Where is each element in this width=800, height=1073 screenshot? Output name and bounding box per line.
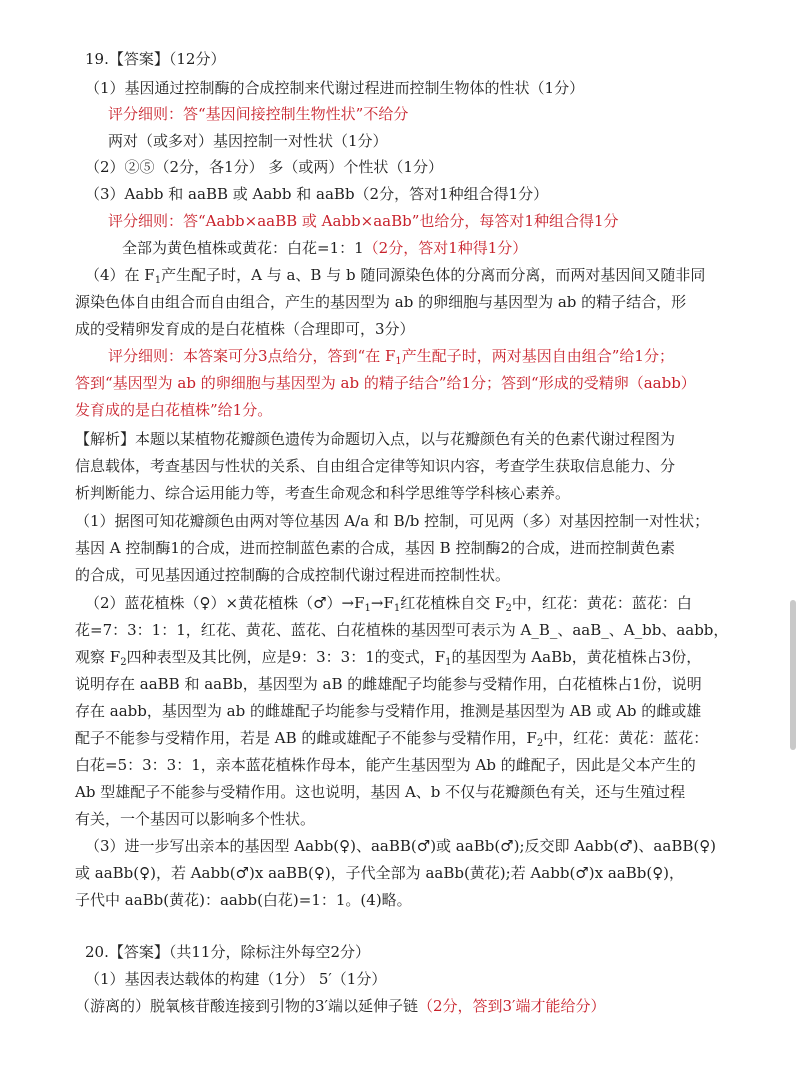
text-segment: （2分，答对1种得1分） <box>363 239 528 257</box>
text-segment: （2）②⑤（2分，各1分） 多（或两）个性状（1分） <box>85 158 443 176</box>
text-line <box>85 48 225 70</box>
text-segment: 存在 aabb，基因型为 ab 的雌雄配子均能参与受精作用，推测是基因型为 AB 或 Ab 的雌或雄 <box>75 702 702 720</box>
text-segment: 中，红花：黄花：蓝花：白 <box>511 594 692 612</box>
subscript: 1 <box>154 275 162 286</box>
text-line <box>108 103 408 125</box>
text-line <box>75 727 708 749</box>
text-line <box>75 455 675 477</box>
text-segment: 观察 F <box>75 648 121 666</box>
text-segment: （游离的）脱氧核苷酸连接到引物的3′端以延伸子链 <box>75 997 418 1015</box>
text-segment: 【解析】本题以某植物花瓣颜色遗传为命题切入点，以与花瓣颜色有关的色素代谢过程图为 <box>75 430 676 448</box>
text-line <box>75 995 605 1017</box>
text-segment: （1）基因通过控制酶的合成控制来代谢过程进而控制生物体的性状（1分） <box>85 79 585 97</box>
text-segment: （2）蓝花植株（♀）×黄花植株（♂）→F <box>85 594 365 612</box>
text-segment: 说明存在 aaBB 和 aaBb，基因型为 aB 的雌雄配子均能参与受精作用，白花植株占1份，说明 <box>75 675 702 693</box>
text-segment: 源染色体自由组合而自由组合，产生的基因型为 ab 的卵细胞与基因型为 ab 的精子结合，形 <box>75 293 687 311</box>
text-segment: →F <box>370 594 394 612</box>
text-line <box>75 889 412 911</box>
text-line <box>85 183 548 205</box>
text-segment: 析判断能力、综合运用能力等，考查生命观念和科学思维等学科核心素养。 <box>75 484 571 502</box>
text-segment: 的合成，可见基因通过控制酶的合成控制代谢过程进而控制性状。 <box>75 566 511 584</box>
text-segment: 子代中 aaBb(黄花)：aabb(白花)=1：1。(4)略。 <box>75 891 412 909</box>
text-segment: （1）基因表达载体的构建（1分） 5′（1分） <box>85 970 387 988</box>
subscript: 1 <box>393 603 401 614</box>
text-line <box>75 564 510 586</box>
text-segment: 中，红花：黄花：蓝花： <box>543 729 709 747</box>
text-segment: 20.【答案】（共11分，除标注外每空2分） <box>85 943 370 961</box>
text-segment: 评分细则：本答案可分3点给分，答到“在 F <box>108 347 396 365</box>
text-segment: （3）进一步写出亲本的基因型 Aabb(♀)、aaBB(♂)或 aaBb(♂);反交即 Aabb(♂)、aaBB(♀) <box>85 837 717 855</box>
text-segment: 花=7：3：1：1，红花、黄花、蓝花、白花植株的基因型可表示为 A_B_、aaB_、A_bb、aabb， <box>75 621 729 639</box>
text-segment: （3）Aabb 和 aaBB 或 Aabb 和 aaBb（2分，答对1种组合得1分） <box>85 185 549 203</box>
text-segment: 产生配子时，两对基因自由组合”给1分； <box>401 347 674 365</box>
text-segment: 产生配子时，A 与 a、B 与 b 随同源染色体的分离而分离，而两对基因间又随非同 <box>161 266 706 284</box>
text-line <box>75 673 702 695</box>
text-segment: 配子不能参与受精作用，若是 AB 的雌或雄配子不能参与受精作用，F <box>75 729 537 747</box>
text-segment: 评分细则：答“Aabb×aaBB 或 Aabb×aaBb”也给分，每答对1种组合得1分 <box>108 212 619 230</box>
subscript: 1 <box>364 603 371 614</box>
text-line <box>122 237 527 259</box>
text-line <box>75 482 570 504</box>
text-line <box>75 808 315 830</box>
text-segment: 白花=5：3：3：1，亲本蓝花植株作母本，能产生基因型为 Ab 的雌配子，因此是父本产生的 <box>75 756 696 774</box>
text-segment: 的基因型为 AaBb，黄花植株占3份， <box>451 648 702 666</box>
text-segment: 评分细则：答“基因间接控制生物性状”不给分 <box>108 105 409 123</box>
text-segment: 19.【答案】（12分） <box>85 50 226 68</box>
text-segment: 有关，一个基因可以影响多个性状。 <box>75 810 316 828</box>
text-line <box>108 130 388 152</box>
text-line <box>85 835 716 857</box>
text-segment: 红花植株自交 F <box>400 594 506 612</box>
text-line <box>85 77 584 99</box>
text-line <box>108 345 674 367</box>
text-line <box>85 264 705 286</box>
subscript: 2 <box>505 603 512 614</box>
text-line <box>75 399 272 421</box>
text-line <box>75 372 696 394</box>
scrollbar[interactable] <box>790 600 796 750</box>
text-segment: 答到“基因型为 ab 的卵细胞与基因型为 ab 的精子结合”给1分；答到“形成的受精卵（aabb） <box>75 374 696 392</box>
text-segment: （1）据图可知花瓣颜色由两对等位基因 A/a 和 B/b 控制，可见两（多）对基因控制一对性状； <box>75 512 710 530</box>
text-segment: 信息载体，考查基因与性状的关系、自由组合定律等知识内容，考查学生获取信息能力、分 <box>75 457 676 475</box>
text-line <box>75 537 675 559</box>
text-segment: 发育成的是白花植株”给1分。 <box>75 401 273 419</box>
text-line <box>75 291 686 313</box>
text-segment: （4）在 F <box>85 266 155 284</box>
subscript: 2 <box>120 657 127 668</box>
text-line <box>85 592 692 614</box>
text-segment: 四种表型及其比例，应是9：3：3：1的变式，F <box>126 648 446 666</box>
text-segment: 基因 A 控制酶1的合成，进而控制蓝色素的合成，基因 B 控制酶2的合成，进而控制黄色素 <box>75 539 676 557</box>
text-line <box>85 156 443 178</box>
text-segment: （2分，答到3′端才能给分） <box>417 997 606 1015</box>
text-line <box>85 968 386 990</box>
text-segment: 成的受精卵发育成的是白花植株（合理即可，3分） <box>75 320 415 338</box>
text-line <box>75 700 701 722</box>
subscript: 1 <box>445 657 452 668</box>
text-line <box>75 510 709 532</box>
text-line <box>75 428 675 450</box>
text-line <box>75 619 728 641</box>
text-line <box>75 318 415 340</box>
text-line <box>75 646 701 668</box>
subscript: 2 <box>536 738 544 749</box>
text-line <box>75 781 685 803</box>
text-line <box>75 754 696 776</box>
text-segment: 两对（或多对）基因控制一对性状（1分） <box>108 132 388 150</box>
text-segment: 或 aaBb(♀)，若 Aabb(♂)x aaBB(♀)，子代全部为 aaBb(黄花);若 Aabb(♂)x aaBb(♀)， <box>75 864 685 882</box>
text-segment: Ab 型雄配子不能参与受精作用。这也说明，基因 A、b 不仅与花瓣颜色有关，还与生殖过程 <box>75 783 686 801</box>
text-line <box>85 941 370 963</box>
text-line <box>108 210 619 232</box>
text-segment: 全部为黄色植株或黄花：白花=1：1 <box>122 239 364 257</box>
subscript: 1 <box>395 356 402 367</box>
text-line <box>75 862 684 884</box>
